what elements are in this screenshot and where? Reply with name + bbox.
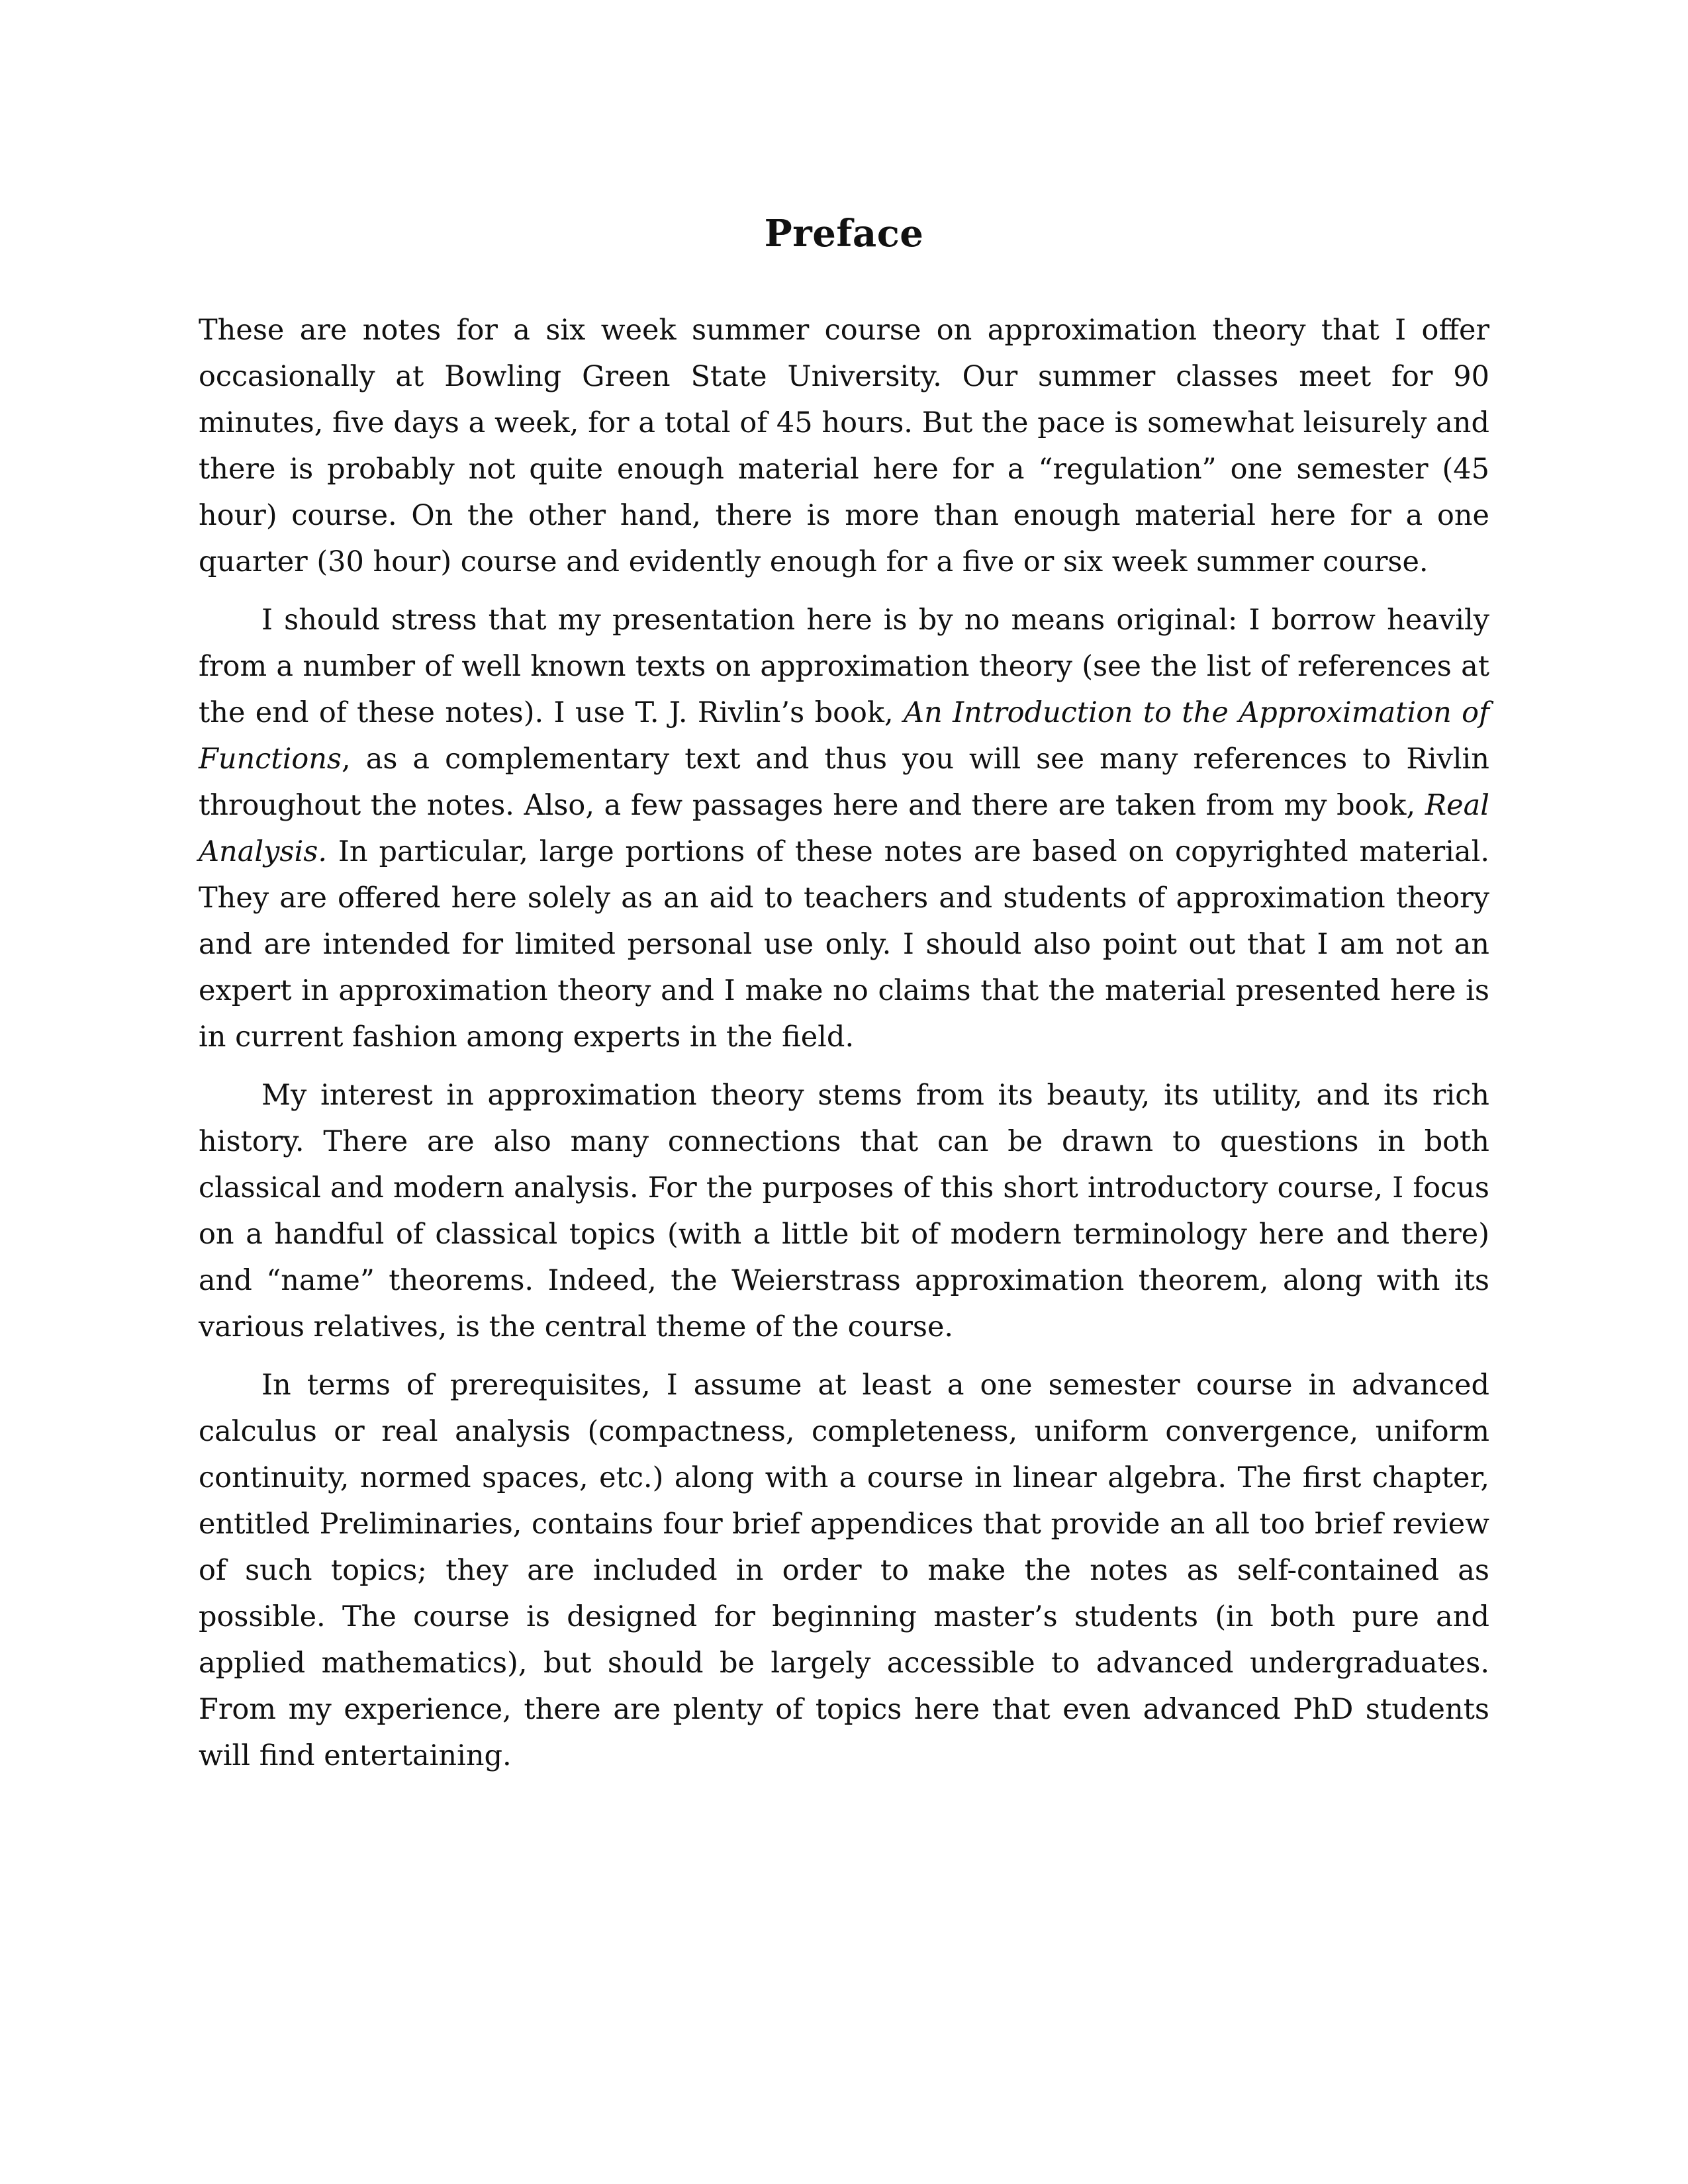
paragraph-3: My interest in approximation theory stems from its beauty, its utility, and its rich history. There are also many connections that can be drawn to questions in both classical and modern analysis. For the purposes of this short introductory course, I focus on a handful of classical topics (with a little bit of modern terminology here and there) and “name” theorems. Indeed, the Weierstrass approximation theorem, along with its various relatives, is the central theme of the course. [199, 1079, 1489, 1343]
paragraph-2 [199, 597, 1489, 1060]
paragraph-4: In terms of prerequisites, I assume at least a one semester course in advanced calculus or real analysis (compactness, completeness, uniform convergence, uniform continuity, normed spaces, etc.) along with a course in linear algebra. The first chapter, entitled Preliminaries, contains four brief appendices that provide an all too brief review of such topics; they are included in order to make the notes as self-contained as possible. The course is designed for beginning master’s students (in both pure and applied mathematics), but should be largely accessible to advanced undergraduates. From my experience, there are plenty of topics here that even advanced PhD students will find entertaining. [199, 1369, 1489, 1772]
paragraph-2-part-c: In particular, large portions of these notes are based on copyrighted material. They are offered here solely as an aid to teachers and students of approximation theory and are intended for limited personal use only. I should also point out that I am not an expert in approximation theory and I make no claims that the material presented here is in current fashion among experts in the field. [199, 835, 1489, 1054]
page-title: Preface [764, 212, 924, 255]
paragraph-2-part-a: I should stress that my presentation here is by no means original: I borrow heavily from a number of well known texts on approximation theory (see the list of references at the end of these notes). I use T. J. Rivlin’s book, [199, 604, 1489, 729]
paragraph-1: These are notes for a six week summer course on approximation theory that I offer occasionally at Bowling Green State University. Our summer classes meet for 90 minutes, five days a week, for a total of 45 hours. But the pace is somewhat leisurely and there is probably not quite enough material here for a “regulation” one semester (45 hour) course. On the other hand, there is more than enough material here for a one quarter (30 hour) course and evidently enough for a five or six week summer course. [199, 314, 1489, 578]
paragraph-2-part-b: , as a complementary text and thus you will see many references to Rivlin throughout the notes. Also, a few passages here and there are taken from my book, [199, 743, 1489, 822]
book-title-real-analysis: Real Analysis. [199, 789, 1489, 868]
page-body [199, 212, 1489, 1791]
book-title-rivlin: An Introduction to the Approximation of Functions [199, 696, 1489, 776]
